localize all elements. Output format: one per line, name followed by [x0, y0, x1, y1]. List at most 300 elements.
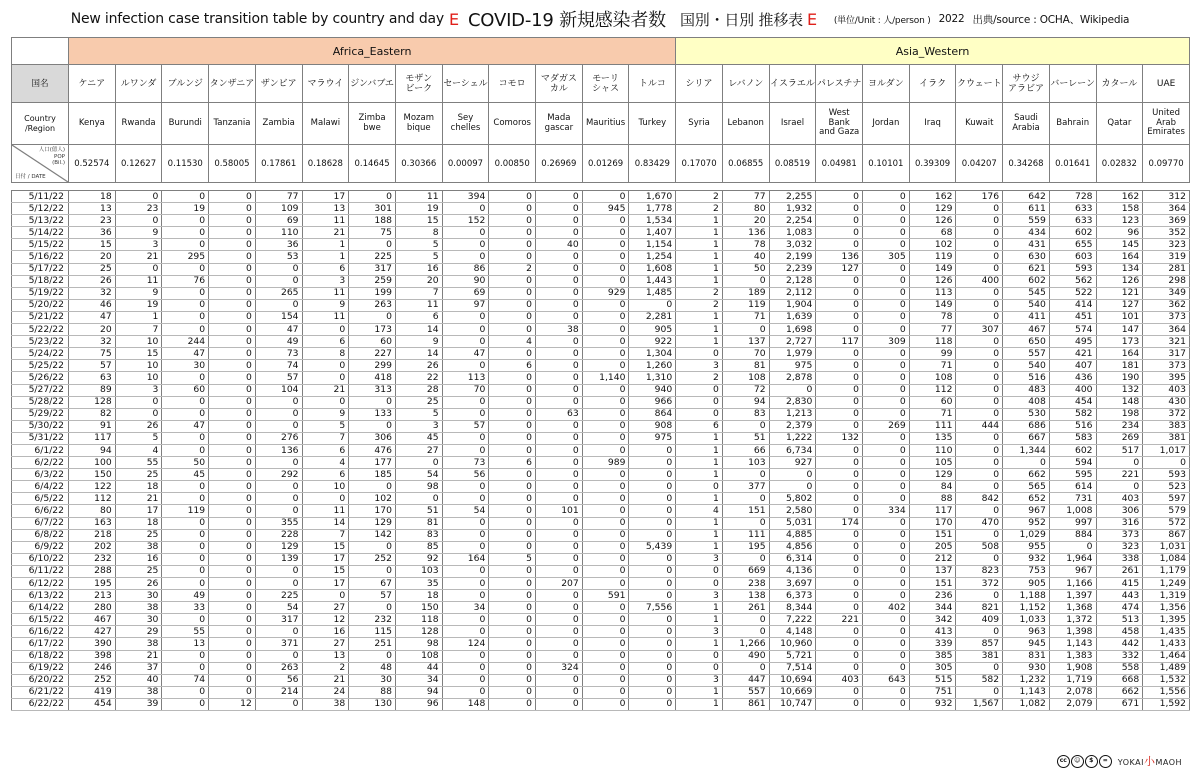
case-count-cell: 0	[629, 529, 676, 541]
case-count-cell: 0	[255, 408, 302, 420]
case-count-cell: 164	[1096, 348, 1143, 360]
title-english: New infection case transition table by country and day	[70, 11, 445, 27]
case-count-cell: 0	[395, 457, 442, 469]
case-count-cell: 0	[629, 674, 676, 686]
case-count-cell: 8	[395, 227, 442, 239]
case-count-cell: 0	[489, 324, 536, 336]
case-count-cell: 0	[863, 481, 910, 493]
case-count-cell: 6,314	[769, 553, 816, 565]
region-asia-western: Asia_Western	[676, 38, 1190, 65]
case-count-cell: 0	[489, 638, 536, 650]
case-count-cell: 115	[349, 626, 396, 638]
case-count-cell: 150	[395, 602, 442, 614]
case-count-cell: 0	[956, 263, 1003, 275]
case-count-cell: 945	[1003, 638, 1050, 650]
case-count-cell: 0	[1003, 457, 1050, 469]
case-count-cell: 135	[909, 432, 956, 444]
case-count-cell: 0	[582, 469, 629, 481]
case-count-cell: 0	[162, 529, 209, 541]
case-count-cell: 158	[1096, 203, 1143, 215]
case-count-cell: 21	[115, 650, 162, 662]
case-count-cell: 431	[1003, 239, 1050, 251]
case-count-cell: 47	[255, 324, 302, 336]
case-count-cell: 4	[302, 457, 349, 469]
case-count-cell: 0	[489, 348, 536, 360]
case-count-cell: 164	[442, 553, 489, 565]
case-count-cell: 10,747	[769, 698, 816, 710]
case-count-cell: 19	[395, 203, 442, 215]
case-count-cell: 0	[816, 444, 863, 456]
case-count-cell: 0	[162, 650, 209, 662]
case-count-cell: 185	[349, 469, 396, 481]
case-count-cell: 102	[909, 239, 956, 251]
case-count-cell: 163	[69, 517, 116, 529]
case-count-cell: 47	[162, 420, 209, 432]
case-count-cell: 1,232	[1003, 674, 1050, 686]
case-count-cell: 0	[442, 227, 489, 239]
case-count-cell: 0	[582, 614, 629, 626]
case-count-cell: 1	[676, 638, 723, 650]
table-row	[12, 384, 1190, 396]
case-count-cell: 110	[255, 227, 302, 239]
case-count-cell: 0	[816, 396, 863, 408]
case-count-cell: 1,698	[769, 324, 816, 336]
country-jp-name: マダガス カル	[536, 65, 583, 103]
date-cell: 6/13/22	[12, 590, 69, 602]
country-jp-name: ケニア	[69, 65, 116, 103]
case-count-cell: 63	[536, 408, 583, 420]
case-count-cell: 40	[722, 251, 769, 263]
case-count-cell: 1,443	[629, 275, 676, 287]
case-count-cell: 111	[909, 420, 956, 432]
case-count-cell: 306	[1096, 505, 1143, 517]
case-count-cell: 0	[162, 686, 209, 698]
case-count-cell: 2,727	[769, 336, 816, 348]
case-count-cell: 0	[349, 311, 396, 323]
case-count-cell: 0	[489, 529, 536, 541]
country-en-name: Lebanon	[722, 103, 769, 145]
case-count-cell: 373	[1143, 360, 1190, 372]
case-count-cell: 10	[115, 360, 162, 372]
case-count-cell: 2	[676, 299, 723, 311]
case-count-cell: 84	[909, 481, 956, 493]
case-count-cell: 94	[395, 686, 442, 698]
case-count-cell: 0	[395, 493, 442, 505]
population-value: 0.00850	[489, 145, 536, 183]
case-count-cell: 170	[909, 517, 956, 529]
case-count-cell: 0	[956, 505, 1003, 517]
case-count-cell: 0	[956, 372, 1003, 384]
case-count-cell: 7	[395, 287, 442, 299]
case-count-cell: 0	[629, 565, 676, 577]
case-count-cell: 0	[863, 203, 910, 215]
case-count-cell: 0	[255, 299, 302, 311]
case-count-cell: 117	[816, 336, 863, 348]
case-count-cell: 0	[162, 396, 209, 408]
case-count-cell: 0	[722, 469, 769, 481]
date-cell: 6/14/22	[12, 602, 69, 614]
case-count-cell: 0	[863, 517, 910, 529]
title-japanese-sub: 国別・日別 推移表	[679, 10, 803, 29]
case-count-cell: 0	[489, 444, 536, 456]
case-count-cell: 0	[489, 517, 536, 529]
table-row	[12, 275, 1190, 287]
case-count-cell: 0	[489, 614, 536, 626]
case-count-cell: 402	[863, 602, 910, 614]
case-count-cell: 908	[629, 420, 676, 432]
case-count-cell: 11	[395, 299, 442, 311]
case-count-cell: 39	[115, 698, 162, 710]
table-row	[12, 348, 1190, 360]
case-count-cell: 0	[489, 299, 536, 311]
case-count-cell: 101	[1096, 311, 1143, 323]
country-en-name: Jordan	[863, 103, 910, 145]
case-count-cell: 77	[255, 191, 302, 203]
case-count-cell: 0	[816, 420, 863, 432]
case-count-cell: 0	[816, 408, 863, 420]
case-count-cell: 74	[162, 674, 209, 686]
case-count-cell: 0	[162, 263, 209, 275]
date-cell: 6/16/22	[12, 626, 69, 638]
case-count-cell: 0	[536, 590, 583, 602]
case-count-cell: 1,372	[1049, 614, 1096, 626]
table-row	[12, 481, 1190, 493]
date-cell: 6/15/22	[12, 614, 69, 626]
case-count-cell: 36	[69, 227, 116, 239]
case-count-cell: 0	[442, 541, 489, 553]
case-count-cell: 225	[349, 251, 396, 263]
case-count-cell: 19	[115, 299, 162, 311]
case-count-cell: 0	[956, 299, 1003, 311]
case-count-cell: 10	[302, 481, 349, 493]
case-count-cell: 0	[582, 686, 629, 698]
case-count-cell: 0	[209, 324, 256, 336]
case-count-cell: 2,128	[769, 275, 816, 287]
case-count-cell: 323	[1143, 239, 1190, 251]
case-count-cell: 0	[722, 324, 769, 336]
case-count-cell: 75	[69, 348, 116, 360]
date-cell: 6/11/22	[12, 565, 69, 577]
case-count-cell: 118	[909, 336, 956, 348]
case-count-cell: 545	[1003, 287, 1050, 299]
case-count-cell: 821	[956, 602, 1003, 614]
case-count-cell: 20	[395, 275, 442, 287]
case-count-cell: 136	[816, 251, 863, 263]
case-count-cell: 594	[1049, 457, 1096, 469]
case-count-cell: 1	[676, 602, 723, 614]
population-value: 0.34268	[1003, 145, 1050, 183]
case-count-cell: 0	[582, 311, 629, 323]
case-count-cell: 483	[1003, 384, 1050, 396]
case-count-cell: 0	[863, 191, 910, 203]
case-count-cell: 25	[395, 396, 442, 408]
case-count-cell: 4,148	[769, 626, 816, 638]
case-count-cell: 119	[909, 251, 956, 263]
country-en-name: Mozam bique	[395, 103, 442, 145]
case-count-cell: 2,254	[769, 215, 816, 227]
case-count-cell: 339	[909, 638, 956, 650]
case-count-cell: 32	[69, 336, 116, 348]
case-count-cell: 0	[162, 565, 209, 577]
case-count-cell: 447	[722, 674, 769, 686]
case-count-cell: 0	[442, 408, 489, 420]
case-count-cell: 0	[1049, 541, 1096, 553]
case-count-cell: 99	[909, 348, 956, 360]
case-count-cell: 508	[956, 541, 1003, 553]
case-count-cell: 45	[395, 432, 442, 444]
date-cell: 5/19/22	[12, 287, 69, 299]
case-count-cell: 0	[582, 299, 629, 311]
case-count-cell: 317	[349, 263, 396, 275]
case-count-cell: 1,260	[629, 360, 676, 372]
table-row	[12, 662, 1190, 674]
case-count-cell: 80	[722, 203, 769, 215]
case-count-cell: 1,670	[629, 191, 676, 203]
case-count-cell: 1,556	[1143, 686, 1190, 698]
case-count-cell: 227	[349, 348, 396, 360]
case-count-cell: 0	[209, 626, 256, 638]
case-count-cell: 38	[115, 686, 162, 698]
case-count-cell: 5	[115, 432, 162, 444]
case-count-cell: 861	[722, 698, 769, 710]
case-count-cell: 0	[629, 662, 676, 674]
case-count-cell: 128	[69, 396, 116, 408]
case-count-cell: 225	[255, 590, 302, 602]
case-count-cell: 1,033	[1003, 614, 1050, 626]
case-count-cell: 0	[209, 553, 256, 565]
table-row	[12, 227, 1190, 239]
case-count-cell: 0	[956, 469, 1003, 481]
case-count-cell: 559	[1003, 215, 1050, 227]
case-count-cell: 148	[1096, 396, 1143, 408]
case-count-cell: 263	[349, 299, 396, 311]
case-count-cell: 0	[676, 396, 723, 408]
title-source: 出典/source : OCHA、Wikipedia	[972, 13, 1130, 26]
case-count-cell: 0	[442, 626, 489, 638]
case-count-cell: 381	[1143, 432, 1190, 444]
case-count-cell: 0	[629, 614, 676, 626]
case-count-cell: 0	[629, 578, 676, 590]
cc-by-icon: ☺	[1071, 755, 1084, 768]
case-count-cell: 383	[1143, 420, 1190, 432]
case-count-cell: 0	[489, 251, 536, 263]
case-count-cell: 0	[956, 384, 1003, 396]
case-count-cell: 0	[676, 650, 723, 662]
case-count-cell: 0	[536, 457, 583, 469]
case-count-cell: 0	[676, 481, 723, 493]
case-count-cell: 88	[349, 686, 396, 698]
case-count-cell: 0	[255, 420, 302, 432]
title-unit: (単位/Unit : 人/person )	[833, 15, 931, 26]
case-count-cell: 15	[115, 348, 162, 360]
case-count-cell: 0	[863, 493, 910, 505]
case-count-cell: 12	[209, 698, 256, 710]
case-count-cell: 0	[489, 698, 536, 710]
case-count-cell: 1,310	[629, 372, 676, 384]
case-count-cell: 261	[722, 602, 769, 614]
table-row	[12, 686, 1190, 698]
population-value: 0.17070	[676, 145, 723, 183]
case-count-cell: 0	[629, 686, 676, 698]
case-count-cell: 16	[115, 553, 162, 565]
case-count-cell: 458	[1096, 626, 1143, 638]
case-count-cell: 0	[255, 626, 302, 638]
case-count-cell: 823	[956, 565, 1003, 577]
case-count-cell: 398	[69, 650, 116, 662]
case-count-cell: 129	[909, 469, 956, 481]
case-count-cell: 930	[1003, 662, 1050, 674]
case-count-cell: 2,281	[629, 311, 676, 323]
case-count-cell: 190	[1096, 372, 1143, 384]
case-count-cell: 0	[255, 493, 302, 505]
case-count-cell: 0	[162, 553, 209, 565]
population-value: 0.14645	[349, 145, 396, 183]
case-count-cell: 13	[69, 203, 116, 215]
case-count-cell: 90	[442, 275, 489, 287]
case-count-cell: 309	[863, 336, 910, 348]
case-count-cell: 831	[1003, 650, 1050, 662]
case-count-cell: 1	[676, 614, 723, 626]
case-count-cell: 0	[816, 457, 863, 469]
date-cell: 6/3/22	[12, 469, 69, 481]
case-count-cell: 1,249	[1143, 578, 1190, 590]
case-count-cell: 53	[255, 251, 302, 263]
jp-header-label: 国名	[12, 65, 69, 103]
case-count-cell: 0	[209, 239, 256, 251]
case-count-cell: 132	[816, 432, 863, 444]
case-count-cell: 151	[909, 578, 956, 590]
country-jp-name: レバノン	[722, 65, 769, 103]
case-count-cell: 421	[1049, 348, 1096, 360]
case-count-cell: 0	[816, 360, 863, 372]
case-count-cell: 139	[255, 553, 302, 565]
case-count-cell: 60	[162, 384, 209, 396]
case-count-cell: 98	[395, 481, 442, 493]
case-count-cell: 57	[442, 420, 489, 432]
case-count-cell: 40	[115, 674, 162, 686]
country-en-name: Malawi	[302, 103, 349, 145]
case-count-cell: 142	[349, 529, 396, 541]
case-count-cell: 0	[162, 662, 209, 674]
table-row	[12, 493, 1190, 505]
pop-date-label	[12, 145, 69, 183]
case-count-cell: 0	[582, 626, 629, 638]
population-value: 0.02832	[1096, 145, 1143, 183]
case-count-cell: 0	[209, 457, 256, 469]
case-count-cell: 642	[1003, 191, 1050, 203]
case-count-cell: 134	[1096, 263, 1143, 275]
case-count-cell: 152	[442, 215, 489, 227]
case-count-cell: 34	[395, 674, 442, 686]
case-count-cell: 0	[209, 372, 256, 384]
case-count-cell: 81	[722, 360, 769, 372]
case-count-cell: 0	[536, 529, 583, 541]
case-count-cell: 252	[349, 553, 396, 565]
case-count-cell: 189	[722, 287, 769, 299]
case-count-cell: 55	[162, 626, 209, 638]
case-count-cell: 454	[1049, 396, 1096, 408]
case-count-cell: 1,166	[1049, 578, 1096, 590]
case-count-cell: 1	[676, 324, 723, 336]
case-count-cell: 69	[255, 215, 302, 227]
case-count-cell: 108	[395, 650, 442, 662]
case-count-cell: 0	[722, 420, 769, 432]
case-count-cell: 0	[536, 493, 583, 505]
case-count-cell: 0	[629, 469, 676, 481]
case-count-cell: 306	[349, 432, 396, 444]
case-count-cell: 0	[536, 396, 583, 408]
case-count-cell: 0	[536, 444, 583, 456]
case-count-cell: 0	[349, 565, 396, 577]
case-count-cell: 0	[115, 396, 162, 408]
case-count-cell: 25	[115, 529, 162, 541]
case-count-cell: 0	[956, 287, 1003, 299]
country-en-name: Mada gascar	[536, 103, 583, 145]
case-count-cell: 0	[863, 372, 910, 384]
case-count-cell: 352	[1143, 227, 1190, 239]
case-count-cell: 1	[676, 444, 723, 456]
case-count-cell: 963	[1003, 626, 1050, 638]
case-count-cell: 0	[956, 686, 1003, 698]
case-count-cell: 652	[1003, 493, 1050, 505]
case-count-cell: 49	[255, 336, 302, 348]
case-count-cell: 530	[1003, 408, 1050, 420]
case-count-cell: 149	[909, 299, 956, 311]
case-count-cell: 0	[816, 626, 863, 638]
case-count-cell: 0	[769, 469, 816, 481]
case-count-cell: 232	[69, 553, 116, 565]
case-count-cell: 1,356	[1143, 602, 1190, 614]
case-count-cell: 0	[863, 324, 910, 336]
case-count-cell: 3	[676, 590, 723, 602]
country-jp-name: モザン ビーク	[395, 65, 442, 103]
case-count-cell: 400	[1049, 384, 1096, 396]
case-count-cell: 0	[816, 469, 863, 481]
case-count-cell: 51	[395, 505, 442, 517]
case-count-cell: 0	[489, 396, 536, 408]
case-count-cell: 0	[349, 239, 396, 251]
case-count-cell: 0	[863, 215, 910, 227]
case-count-cell: 24	[302, 686, 349, 698]
case-count-cell: 148	[442, 698, 489, 710]
date-cell: 5/30/22	[12, 420, 69, 432]
date-cell: 6/22/22	[12, 698, 69, 710]
country-en-name: Sey chelles	[442, 103, 489, 145]
case-count-cell: 57	[255, 372, 302, 384]
table-row	[12, 372, 1190, 384]
case-count-cell: 0	[863, 263, 910, 275]
case-count-cell: 0	[582, 408, 629, 420]
case-count-cell: 113	[909, 287, 956, 299]
case-count-cell: 593	[1049, 263, 1096, 275]
case-count-cell: 390	[69, 638, 116, 650]
infection-table	[11, 37, 1190, 711]
table-row	[12, 638, 1190, 650]
case-count-cell: 17	[115, 505, 162, 517]
case-count-cell: 0	[255, 396, 302, 408]
case-count-cell: 0	[162, 287, 209, 299]
case-count-cell: 0	[536, 602, 583, 614]
date-cell: 6/9/22	[12, 541, 69, 553]
case-count-cell: 0	[489, 408, 536, 420]
case-count-cell: 1	[676, 215, 723, 227]
case-count-cell: 0	[209, 287, 256, 299]
country-jp-name: タンザニア	[209, 65, 256, 103]
case-count-cell: 0	[816, 529, 863, 541]
case-count-cell: 0	[863, 469, 910, 481]
case-count-cell: 174	[816, 517, 863, 529]
case-count-cell: 17	[302, 191, 349, 203]
